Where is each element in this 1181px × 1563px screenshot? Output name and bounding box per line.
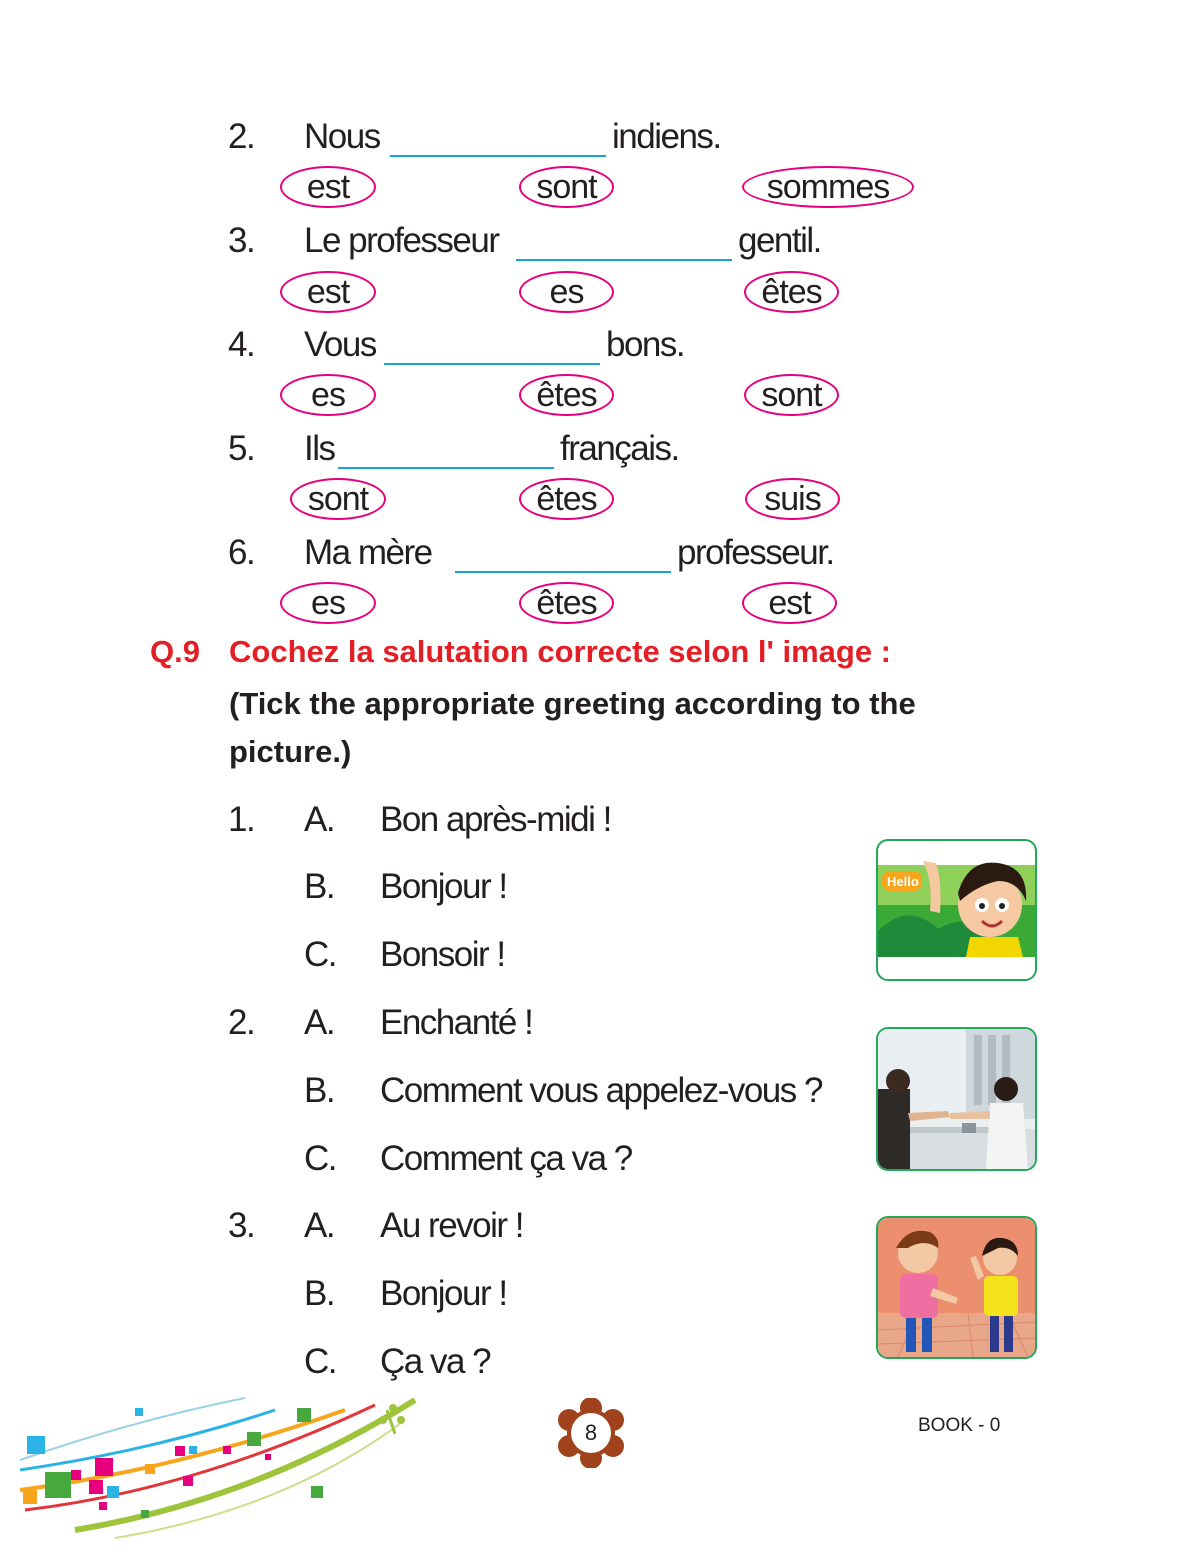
choice-text[interactable]: Enchanté ! — [380, 1003, 533, 1042]
hello-caption: Hello — [887, 874, 919, 889]
sentence-end: gentil. — [738, 221, 821, 260]
option-oval[interactable]: sommes — [742, 166, 914, 208]
group-number: 2. — [228, 1003, 255, 1042]
option-oval[interactable]: est — [280, 271, 376, 313]
option-oval[interactable]: êtes — [519, 478, 614, 520]
option-oval[interactable]: est — [742, 582, 837, 624]
option-oval[interactable]: sont — [519, 166, 614, 208]
question-subtitle: (Tick the appropriate greeting according to the — [229, 686, 916, 721]
question-subtitle: picture.) — [229, 734, 352, 769]
choice-text[interactable]: Bonsoir ! — [380, 935, 505, 974]
sentence-end: indiens. — [612, 117, 721, 156]
choice-letter[interactable]: A. — [304, 1003, 335, 1042]
sentence-start: Le professeur — [304, 221, 499, 260]
choice-letter[interactable]: B. — [304, 1071, 335, 1110]
sentence-end: français. — [560, 429, 679, 468]
group-number: 1. — [228, 800, 255, 839]
choice-text[interactable]: Bonjour ! — [380, 1274, 507, 1313]
choice-text[interactable]: Au revoir ! — [380, 1206, 523, 1245]
sentence-start: Vous — [304, 325, 376, 364]
option-oval[interactable]: suis — [745, 478, 840, 520]
option-oval[interactable]: êtes — [744, 271, 839, 313]
choice-text[interactable]: Bon après-midi ! — [380, 800, 611, 839]
option-oval[interactable]: es — [280, 374, 376, 416]
answer-blank[interactable] — [455, 571, 671, 573]
answer-blank[interactable] — [384, 363, 600, 365]
option-oval[interactable]: es — [519, 271, 614, 313]
option-oval[interactable]: es — [280, 582, 376, 624]
item-number: 3. — [228, 221, 255, 260]
answer-blank[interactable] — [390, 155, 606, 157]
book-label: BOOK - 0 — [918, 1415, 1001, 1436]
handshake-picture — [876, 1027, 1037, 1171]
page-number: 8 — [584, 1420, 598, 1445]
choice-letter[interactable]: A. — [304, 800, 335, 839]
sentence-end: bons. — [606, 325, 685, 364]
question-title: Cochez la salutation correcte selon l' image : — [229, 634, 892, 669]
sentence-start: Ils — [304, 429, 335, 468]
answer-blank[interactable] — [516, 259, 732, 261]
choice-letter[interactable]: C. — [304, 1342, 336, 1381]
option-oval[interactable]: sont — [744, 374, 839, 416]
page-number-flower — [556, 1398, 626, 1468]
sentence-start: Ma mère — [304, 533, 432, 572]
hello-boy-picture — [876, 839, 1037, 981]
item-number: 4. — [228, 325, 255, 364]
group-number: 3. — [228, 1206, 255, 1245]
choice-letter[interactable]: C. — [304, 935, 336, 974]
choice-letter[interactable]: C. — [304, 1139, 336, 1178]
sentence-start: Nous — [304, 117, 380, 156]
item-number: 6. — [228, 533, 255, 572]
item-number: 2. — [228, 117, 255, 156]
option-oval[interactable]: est — [280, 166, 376, 208]
choice-text[interactable]: Comment vous appelez-vous ? — [380, 1071, 822, 1110]
option-oval[interactable]: êtes — [519, 374, 614, 416]
item-number: 5. — [228, 429, 255, 468]
option-oval[interactable]: êtes — [519, 582, 614, 624]
choice-text[interactable]: Bonjour ! — [380, 867, 507, 906]
two-boys-picture — [876, 1216, 1037, 1359]
answer-blank[interactable] — [338, 467, 554, 469]
decorative-swoosh — [15, 1390, 420, 1540]
choice-letter[interactable]: B. — [304, 1274, 335, 1313]
sentence-end: professeur. — [677, 533, 834, 572]
choice-text[interactable]: Ça va ? — [380, 1342, 491, 1381]
choice-letter[interactable]: B. — [304, 867, 335, 906]
choice-letter[interactable]: A. — [304, 1206, 335, 1245]
choice-text[interactable]: Comment ça va ? — [380, 1139, 632, 1178]
question-number: Q.9 — [150, 634, 200, 669]
option-oval[interactable]: sont — [290, 478, 386, 520]
